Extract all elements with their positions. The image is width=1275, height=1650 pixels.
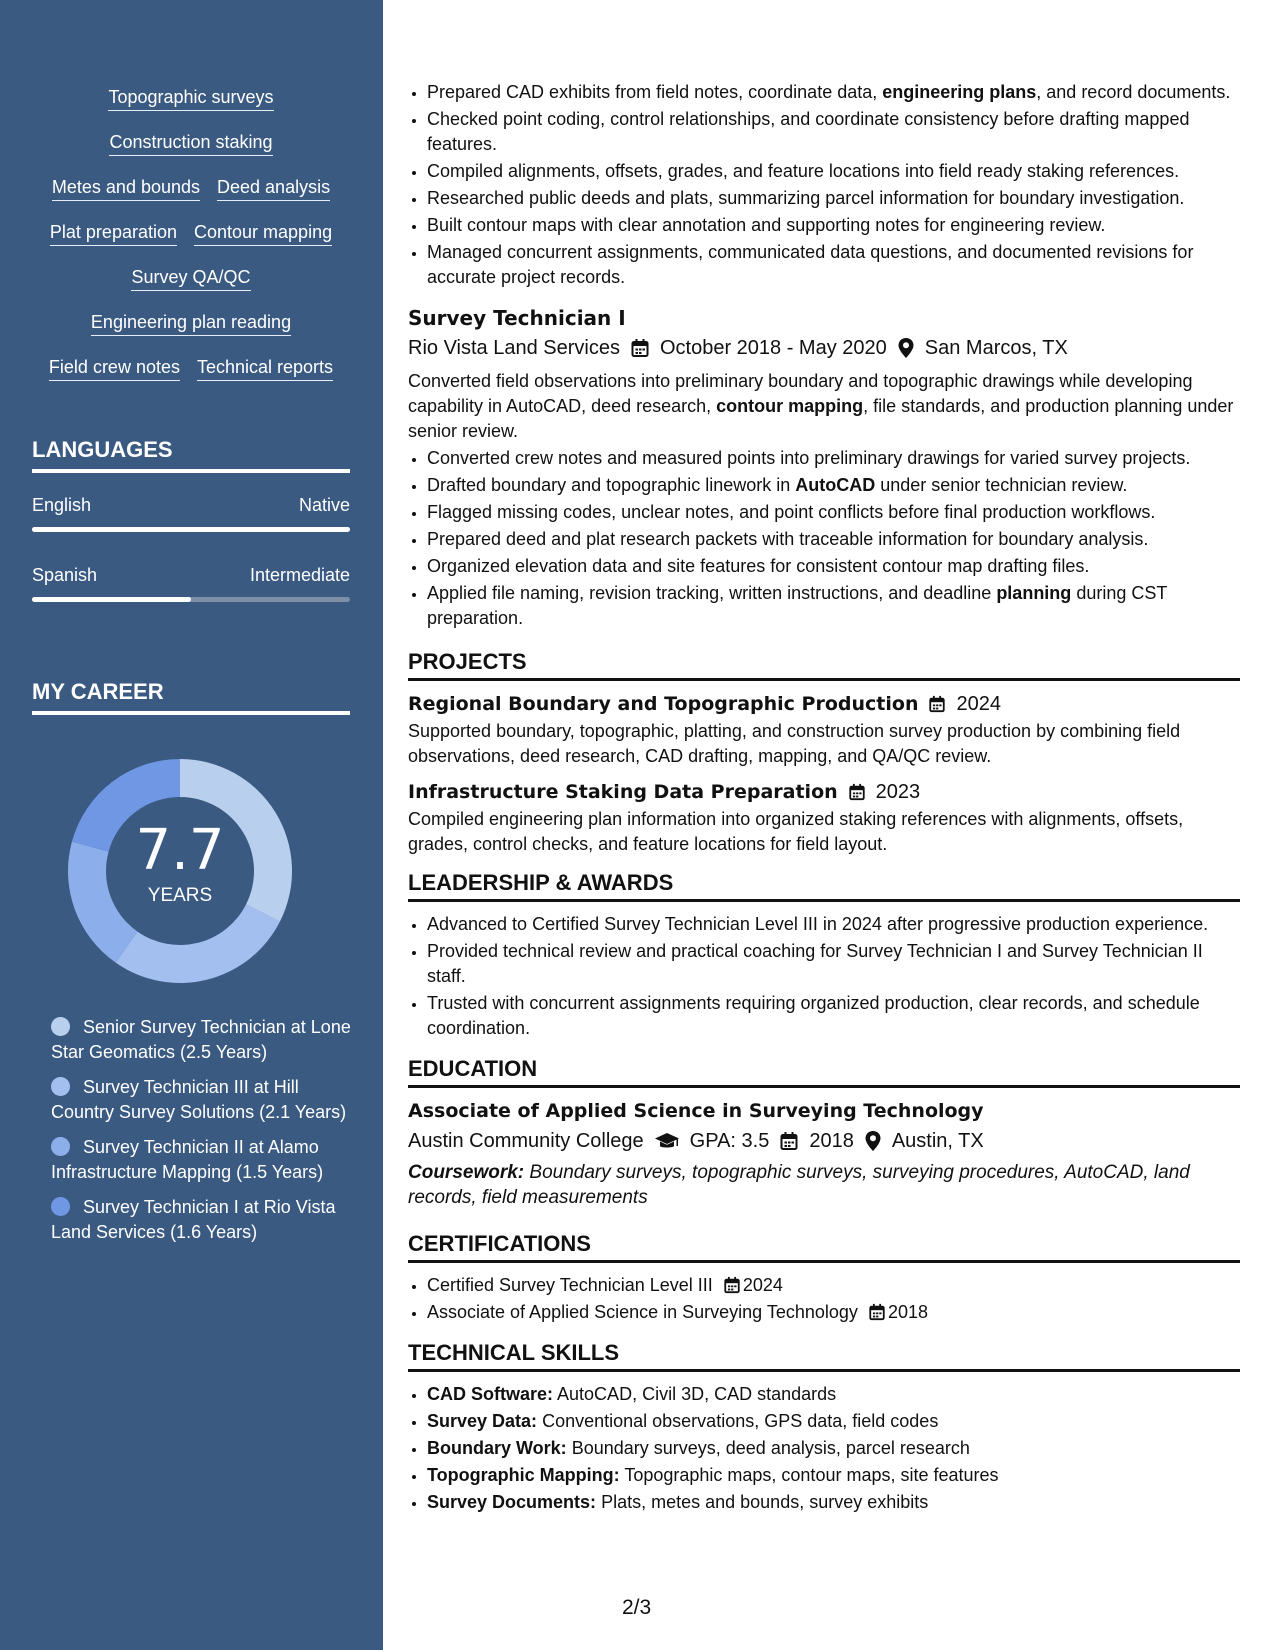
technical-skills-heading: TECHNICAL SKILLS xyxy=(408,1339,1240,1372)
page-number: 2/3 xyxy=(622,1596,652,1619)
skills-list xyxy=(32,86,350,401)
job-bullet: • Compiled alignments, offsets, grades, and feature locations into field ready staking references. xyxy=(427,159,1240,184)
skill-values: Conventional observations, GPS data, field codes xyxy=(542,1411,939,1431)
language-bar-fill xyxy=(32,527,350,532)
school-location: Austin, TX xyxy=(891,1130,984,1152)
job-bullet: • Drafted boundary and topographic linework in AutoCAD under senior technician review. xyxy=(427,473,1240,498)
skill-row xyxy=(32,266,350,311)
graduation-year: 2018 xyxy=(809,1130,854,1152)
leadership-item: • Advanced to Certified Survey Technician Level III in 2024 after progressive production experience. xyxy=(427,912,1240,937)
job-bullet: • Prepared CAD exhibits from field notes, coordinate data, engineering plans, and record documents. xyxy=(427,80,1240,105)
skill-values: Topographic maps, contour maps, site features xyxy=(624,1465,999,1485)
career-donut-chart xyxy=(62,753,298,989)
certification-year: 2024 xyxy=(742,1275,783,1295)
language-bar-fill xyxy=(32,597,191,602)
graduation-cap-icon xyxy=(654,1131,680,1151)
skill-category: Survey Data: xyxy=(427,1411,538,1431)
technical-skill-item xyxy=(427,1463,1240,1488)
career-item xyxy=(51,1195,351,1245)
skill-category: Boundary Work: xyxy=(427,1438,567,1458)
job-bullet: • Checked point coding, control relationships, and coordinate consistency before drafting mapped features. xyxy=(427,107,1240,157)
career-item xyxy=(51,1015,351,1065)
job-bullet: • Managed concurrent assignments, communicated data questions, and documented revisions for accurate project records. xyxy=(427,240,1240,290)
certifications-heading: CERTIFICATIONS xyxy=(408,1230,1240,1263)
career-legend xyxy=(51,1015,351,1255)
technical-skills-list xyxy=(408,1382,1240,1515)
skill-row xyxy=(32,176,350,221)
job-bullet: • Flagged missing codes, unclear notes, and point conflicts before final production workflows. xyxy=(427,500,1240,525)
education-meta xyxy=(408,1128,1240,1154)
skill-tag: Contour mapping xyxy=(194,221,332,246)
project-description: Compiled engineering plan information into organized staking references with alignments, offsets, grades, control checks, and feature locations for field layout. xyxy=(408,809,1184,854)
certification-name: Associate of Applied Science in Surveying Technology xyxy=(427,1302,858,1322)
job-bullet: • Prepared deed and plat research packets with traceable information for boundary analysis. xyxy=(427,527,1240,552)
education-heading: EDUCATION xyxy=(408,1055,1240,1088)
skill-tag: Metes and bounds xyxy=(52,176,200,201)
language-name: English xyxy=(32,495,92,515)
project-title-row xyxy=(408,779,1240,805)
skill-row xyxy=(32,131,350,176)
leadership-item: • Provided technical review and practical coaching for Survey Technician I and Survey Technician II staff. xyxy=(427,939,1240,989)
skill-category: CAD Software: xyxy=(427,1384,554,1404)
skill-values: AutoCAD, Civil 3D, CAD standards xyxy=(557,1384,837,1404)
certifications-list xyxy=(408,1273,1240,1325)
legend-dot xyxy=(51,1017,70,1036)
location-pin-icon xyxy=(897,337,915,359)
technical-skill-item xyxy=(427,1436,1240,1461)
school-name: Austin Community College xyxy=(408,1130,644,1152)
job-bullet: • Converted crew notes and measured points into preliminary drawings for varied survey projects. xyxy=(427,446,1240,471)
language-level: Native xyxy=(298,495,350,515)
skill-category: Topographic Mapping: xyxy=(427,1465,620,1485)
main-content xyxy=(408,0,1240,1650)
language-bar xyxy=(32,527,350,532)
legend-dot xyxy=(51,1137,70,1156)
project-year: 2024 xyxy=(956,693,1001,715)
calendar-icon xyxy=(723,1276,741,1294)
coursework-label: Coursework: xyxy=(408,1162,525,1183)
job1-bullets xyxy=(408,80,1240,290)
career-label: Senior Survey Technician at Lone Star Geomatics (2.5 Years) xyxy=(51,1017,351,1062)
project-description: Supported boundary, topographic, platting, and construction survey production by combining field observations, deed research, CAD drafting, mapping, and QA/QC review. xyxy=(408,721,1181,766)
project-item xyxy=(408,779,1240,857)
job-bullet: • Organized elevation data and site features for consistent contour map drafting files. xyxy=(427,554,1240,579)
technical-skill-item xyxy=(427,1490,1240,1515)
career-item xyxy=(51,1075,351,1125)
language-name: Spanish xyxy=(32,565,98,585)
skill-values: Boundary surveys, deed analysis, parcel research xyxy=(571,1438,970,1458)
career-label: Survey Technician II at Alamo Infrastructure Mapping (1.5 Years) xyxy=(51,1137,324,1182)
location-pin-icon xyxy=(864,1130,882,1152)
certification-item xyxy=(427,1300,1240,1325)
job-title: Survey Technician I xyxy=(408,306,626,330)
leadership-heading: LEADERSHIP & AWARDS xyxy=(408,869,1240,902)
skill-tag: Survey QA/QC xyxy=(131,266,250,291)
skill-tag: Field crew notes xyxy=(49,356,180,381)
leadership-item: • Trusted with concurrent assignments requiring organized production, clear records, and schedule coordination. xyxy=(427,991,1240,1041)
job-meta xyxy=(408,335,1240,361)
skill-tag: Engineering plan reading xyxy=(91,311,291,336)
calendar-icon xyxy=(868,1303,886,1321)
language-item-spanish xyxy=(32,564,350,602)
calendar-icon xyxy=(630,338,650,358)
job-summary: Converted field observations into preliminary boundary and topographic drawings while developing capability in AutoCAD, deed research, contour mapping, file standards, and production planning under senior review. xyxy=(408,371,1234,441)
resume-body xyxy=(408,80,1240,1517)
languages-heading: LANGUAGES xyxy=(32,437,350,473)
coursework xyxy=(408,1160,1240,1210)
skill-tag: Deed analysis xyxy=(217,176,330,201)
project-item xyxy=(408,691,1240,769)
projects-heading: PROJECTS xyxy=(408,648,1240,681)
skill-tag: Construction staking xyxy=(109,131,272,156)
skill-tag: Technical reports xyxy=(197,356,333,381)
gpa: GPA: 3.5 xyxy=(689,1130,770,1152)
legend-dot xyxy=(51,1077,70,1096)
skill-row xyxy=(32,221,350,266)
skill-tag: Topographic surveys xyxy=(108,86,273,111)
skill-tag: Plat preparation xyxy=(50,221,177,246)
language-item-english xyxy=(32,494,350,532)
certification-item xyxy=(427,1273,1240,1298)
project-title: Infrastructure Staking Data Preparation xyxy=(408,781,838,803)
calendar-icon xyxy=(928,695,946,713)
donut-segment xyxy=(68,842,137,963)
job-bullet: • Researched public deeds and plats, summarizing parcel information for boundary investigation. xyxy=(427,186,1240,211)
company-name: Rio Vista Land Services xyxy=(408,337,620,359)
job-dates: October 2018 - May 2020 xyxy=(659,337,887,359)
skill-category: Survey Documents: xyxy=(427,1492,597,1512)
technical-skill-item xyxy=(427,1409,1240,1434)
projects-list xyxy=(408,691,1240,857)
calendar-icon xyxy=(848,783,866,801)
coursework-text: Boundary surveys, topographic surveys, surveying procedures, AutoCAD, land records, field measurements xyxy=(408,1162,1190,1208)
degree-title: Associate of Applied Science in Surveying Technology xyxy=(408,1100,984,1122)
skill-row xyxy=(32,356,350,401)
career-unit: YEARS xyxy=(147,885,213,906)
certification-year: 2018 xyxy=(887,1302,928,1322)
project-title-row xyxy=(408,691,1240,717)
skill-values: Plats, metes and bounds, survey exhibits xyxy=(601,1492,929,1512)
career-label: Survey Technician I at Rio Vista Land Services (1.6 Years) xyxy=(51,1197,336,1242)
job-bullet: • Applied file naming, revision tracking, written instructions, and deadline planning during CST preparation. xyxy=(427,581,1240,631)
skill-row xyxy=(32,86,350,131)
career-heading: MY CAREER xyxy=(32,679,350,715)
donut-segment xyxy=(116,904,280,983)
language-bar xyxy=(32,597,350,602)
project-year: 2023 xyxy=(875,781,921,803)
project-title: Regional Boundary and Topographic Production xyxy=(408,693,919,715)
language-level: Intermediate xyxy=(249,565,350,585)
calendar-icon xyxy=(779,1131,799,1151)
skill-row xyxy=(32,311,350,356)
job2-bullets xyxy=(408,446,1240,631)
job-bullet: • Built contour maps with clear annotation and supporting notes for engineering review. xyxy=(427,213,1240,238)
sidebar xyxy=(0,0,383,1650)
leadership-list xyxy=(408,912,1240,1041)
career-item xyxy=(51,1135,351,1185)
career-total: 7.7 xyxy=(135,818,225,883)
technical-skill-item xyxy=(427,1382,1240,1407)
certification-name: Certified Survey Technician Level III xyxy=(427,1275,713,1295)
job-location: San Marcos, TX xyxy=(924,337,1068,359)
legend-dot xyxy=(51,1197,70,1216)
career-label: Survey Technician III at Hill Country Survey Solutions (2.1 Years) xyxy=(51,1077,347,1122)
